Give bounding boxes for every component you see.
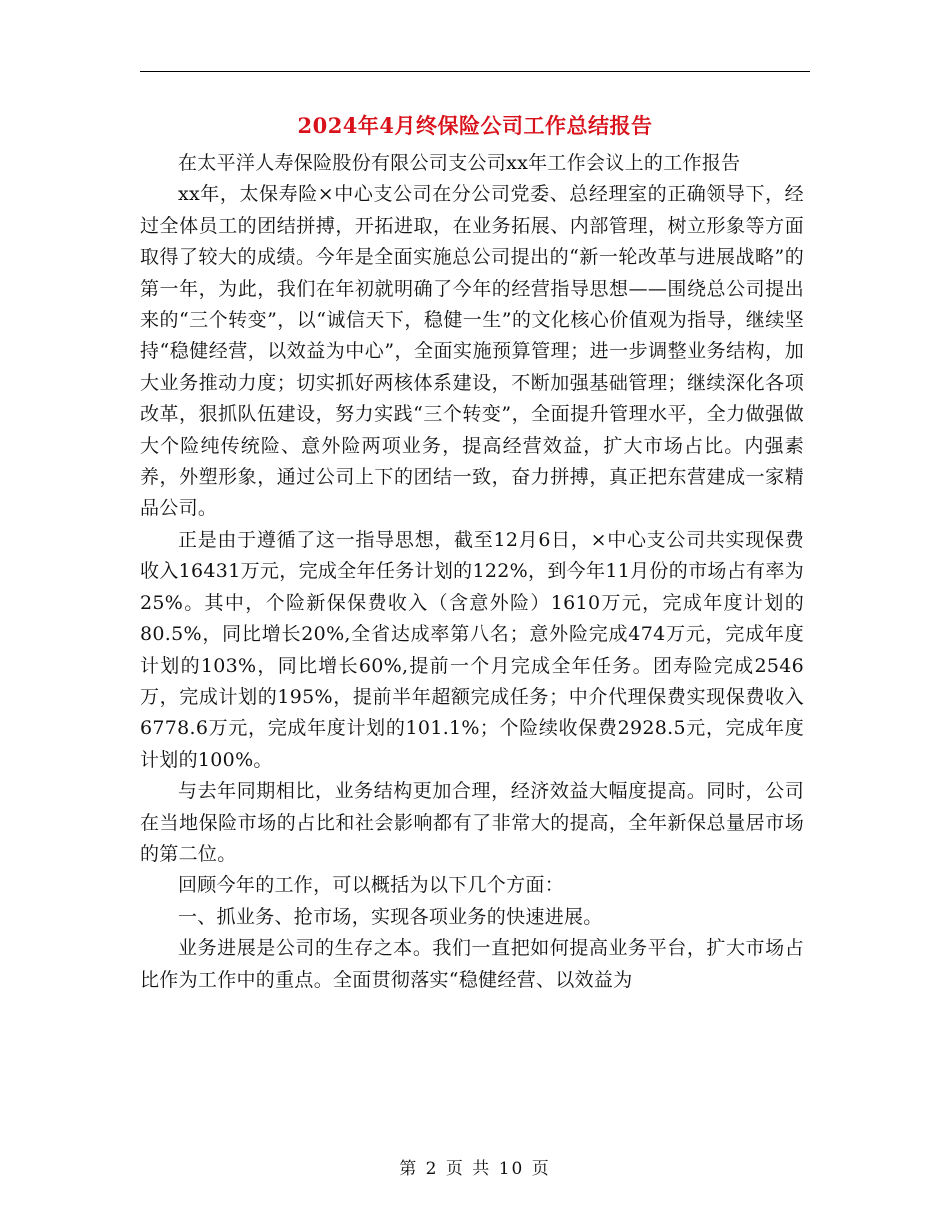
paragraph-comparison: 与去年同期相比，业务结构更加合理，经济效益大幅度提高。同时，公司在当地保险市场的占比和社会影响都有了非常大的提高，全年新保总量居市场的第二位。 (140, 780, 804, 865)
header-rule (140, 71, 810, 72)
paragraph-overview: xx年，太保寿险×中心支公司在分公司党委、总经理室的正确领导下，经过全体员工的团结拼搏，开拓进取，在业务拓展、内部管理，树立形象等方面取得了较大的成绩。今年是全面实施总公司提出的“新一轮改革与进展战略”的第一年，为此，我们在年初就明确了今年的经营指导思想——围绕总公司提出来的“三个转变”，以“诚信天下，稳健一生”的文化核心价值观为指导，继续坚持“稳健经营，以效益为中心”，全面实施预算管理；进一步调整业务结构，加大业务推动力度；切实抓好两核体系建设，不断加强基础管理；继续深化各项改革，狠抓队伍建设，努力实践“三个转变”，全面提升管理水平，全力做强做大个险纯传统险、意外险两项业务，提高经营效益，扩大市场占比。内强素养，外塑形象，通过公司上下的团结一致，奋力拼搏，真正把东营建成一家精品公司。 (140, 183, 804, 520)
paragraph-subtitle: 在太平洋人寿保险股份有限公司支公司xx年工作会议上的工作报告 (178, 152, 741, 174)
paragraph-business: 业务进展是公司的生存之本。我们一直把如何提高业务平台，扩大市场占比作为工作中的重点。全面贯彻落实“稳健经营、以效益为 (140, 937, 804, 991)
paragraph-review-intro: 回顾今年的工作，可以概括为以下几个方面： (178, 874, 565, 897)
document-title: 2024年4月终保险公司工作总结报告 (297, 113, 653, 138)
document-body (140, 148, 804, 996)
page-number-footer: 第 2 页 共 10 页 (399, 1159, 551, 1179)
section-heading-1: 一、抓业务、抢市场，实现各项业务的快速进展。 (178, 905, 603, 928)
paragraph-results: 正是由于遵循了这一指导思想，截至12月6日，×中心支公司共实现保费收入16431万元，完成全年任务计划的122%，到今年11月份的市场占有率为25%。其中，个险新保保费收入（含意外险）1610万元，完成年度计划的80.5%，同比增长20%,全省达成率第八名；意外险完成474万元，完成年度计划的103%，同比增长60%,提前一个月完成全年任务。团寿险完成2546万，完成计划的195%，提前半年超额完成任务；中介代理保费实现保费收入6778.6万元，完成年度计划的101.1%；个险续收保费2928.5元，完成年度计划的100%。 (140, 528, 804, 771)
